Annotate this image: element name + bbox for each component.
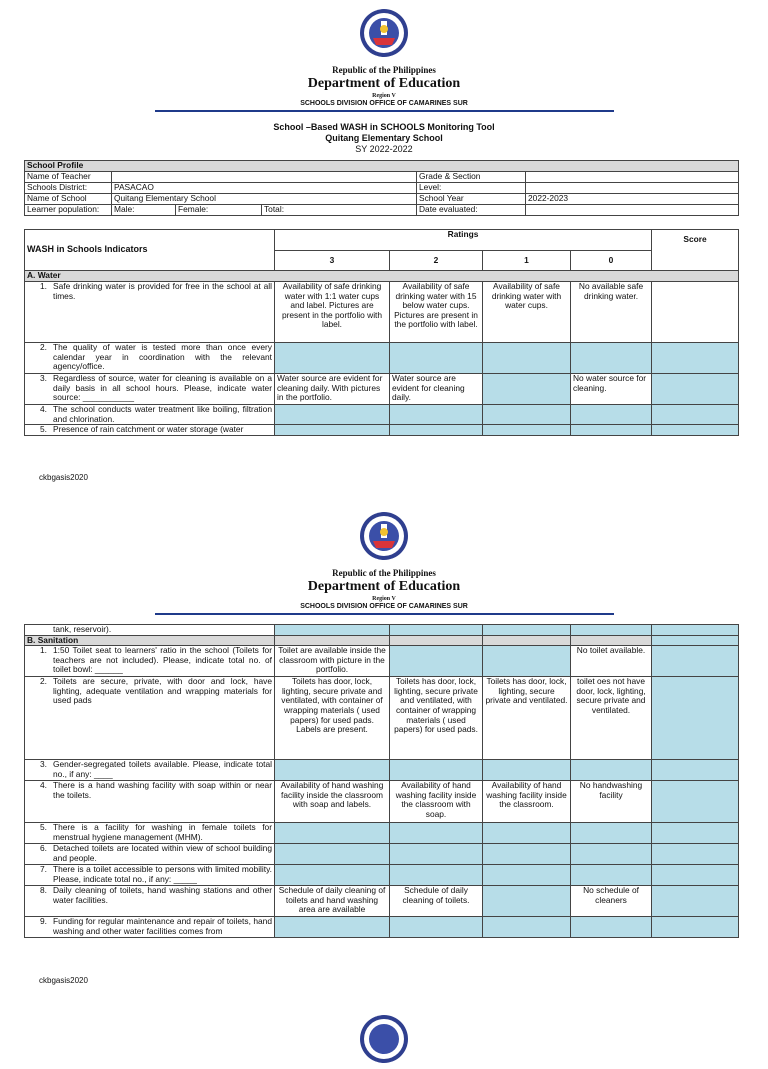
table-row (25, 343, 739, 374)
rating-1-criteria[interactable]: Toilets has door, lock, lighting, secure private and ventilated. (483, 677, 571, 760)
rating-1-criteria[interactable]: Availability of hand washing facility inside the classroom. (483, 781, 571, 823)
date-value[interactable] (526, 205, 739, 216)
rating-0-criteria[interactable]: No toilet available. (571, 646, 652, 677)
score-cell[interactable] (652, 625, 739, 636)
rating-1-cell[interactable] (483, 343, 571, 374)
indicator-number: 6. (40, 843, 47, 854)
rating-3-criteria[interactable]: Schedule of daily cleaning of toilets and hand washing area are available (275, 886, 390, 917)
indicator-cell (25, 760, 275, 781)
region-text: Region V (372, 93, 396, 99)
year-label: School Year (417, 194, 526, 205)
rating-0-criteria[interactable]: No handwashing facility (571, 781, 652, 823)
region-text: Region V (372, 596, 396, 602)
rating-1-cell[interactable] (483, 425, 571, 436)
score-cell[interactable] (652, 823, 739, 844)
rating-3-header: 3 (275, 251, 390, 271)
table-row (25, 823, 739, 844)
indicator-text: Regardless of source, water for cleaning is available on a daily basis in all school hours. Please, indicate water source: ___________ (53, 373, 272, 403)
header-rule (155, 613, 614, 615)
indicator-cell (25, 374, 275, 405)
female-cell[interactable] (176, 205, 262, 216)
date-label: Date evaluated: (417, 205, 526, 216)
indicator-cell (25, 886, 275, 917)
rating-3-criteria[interactable]: Availability of safe drinking water with 1:1 water cups and label. Pictures are present in the portfolio with label. (275, 282, 390, 343)
rating-3-cell[interactable] (275, 844, 390, 865)
rating-2-cell[interactable] (390, 646, 483, 677)
rating-0-cell[interactable] (571, 760, 652, 781)
rating-0-header: 0 (571, 251, 652, 271)
table-row (25, 625, 739, 636)
indicator-cell (25, 865, 275, 886)
indicator-text: The school conducts water treatment like boiling, filtration and chlorination. (53, 404, 272, 424)
indicator-text: 1:50 Toilet seat to learners' ratio in the school (Toilets for teachers are not included). Please, indicate total no. of toilet bowl: ______ (53, 645, 272, 675)
rating-2-cell[interactable] (390, 425, 483, 436)
teacher-value[interactable] (112, 172, 417, 183)
rating-1-cell[interactable] (483, 886, 571, 917)
indicator-cell (25, 677, 275, 760)
table-row (25, 917, 739, 938)
indicator-text: The quality of water is tested more than once every calendar year in coordination with the relevant agency/office. (53, 342, 272, 372)
rating-3-criteria[interactable]: Toilet are available inside the classroom with picture in the portfolio. (275, 646, 390, 677)
score-cell[interactable] (652, 425, 739, 436)
rating-0-criteria[interactable]: toilet oes not have door, lock, lighting, secure private and ventilated. (571, 677, 652, 760)
school-value[interactable]: Quitang Elementary School (112, 194, 417, 205)
score-cell[interactable] (652, 677, 739, 760)
table-row (25, 760, 739, 781)
section-sanitation: B. Sanitation (25, 635, 275, 646)
rating-3-cell[interactable] (275, 343, 390, 374)
rating-2-cell[interactable] (390, 917, 483, 938)
rating-2-cell[interactable] (390, 865, 483, 886)
school-label: Name of School (25, 194, 112, 205)
table-row (25, 425, 739, 436)
republic-text: Republic of the Philippines (332, 568, 436, 578)
rating-1-header: 1 (483, 251, 571, 271)
rating-2-cell[interactable] (390, 625, 483, 636)
department-title: Department of Education (307, 579, 461, 594)
indicator-number: 2. (40, 676, 47, 687)
indicator-cell (25, 917, 275, 938)
deped-seal-logo (359, 1014, 409, 1064)
rating-2-cell[interactable] (390, 405, 483, 425)
tool-sy: SY 2022-2022 (355, 144, 413, 154)
population-label: Learner population: (25, 205, 112, 216)
tool-school: Quitang Elementary School (325, 133, 443, 143)
rating-0-cell[interactable] (571, 625, 652, 636)
indicator-text: There is a toilet accessible to persons with limited mobility. Please, indicate total no., if any: _____ (53, 864, 272, 884)
section-water: A. Water (25, 271, 739, 282)
score-cell[interactable] (652, 865, 739, 886)
indicator-number: 3. (40, 373, 47, 383)
indicator-number: 3. (40, 759, 47, 770)
indicator-text: Funding for regular maintenance and repair of toilets, hand washing and other water facilities comes from (53, 916, 272, 936)
indicator-continued: tank, reservoir). (53, 624, 112, 634)
division-text: SCHOOLS DIVISION OFFICE OF CAMARINES SUR (300, 603, 468, 610)
table-row (25, 374, 739, 405)
male-cell[interactable] (112, 205, 176, 216)
grade-label: Grade & Section (417, 172, 526, 183)
rating-2-criteria[interactable]: Toilets has door, lock, lighting, secure private and ventilated, with container of wrapping materials ( used papers) for used pads. (390, 677, 483, 760)
rating-1-cell[interactable] (483, 823, 571, 844)
rating-1-cell[interactable] (483, 865, 571, 886)
indicator-text: Presence of rain catchment or water storage (water (53, 425, 244, 435)
department-title: Department of Education (307, 76, 461, 91)
score-cell[interactable] (652, 405, 739, 425)
indicator-cell (25, 844, 275, 865)
teacher-label: Name of Teacher (25, 172, 112, 183)
wash-sanitation-table (24, 624, 739, 938)
indicator-number: 2. (40, 342, 47, 352)
score-header: Score (652, 230, 739, 271)
indicator-number: 4. (40, 780, 47, 791)
rating-3-cell[interactable] (275, 760, 390, 781)
male-label: Male: (114, 204, 135, 214)
rating-1-cell[interactable] (483, 405, 571, 425)
rating-2-cell[interactable] (390, 844, 483, 865)
score-cell[interactable] (652, 343, 739, 374)
rating-3-cell[interactable] (275, 425, 390, 436)
indicators-header: WASH in Schools Indicators (25, 230, 275, 271)
indicator-cell (25, 823, 275, 844)
footer-credit: ckbgasis2020 (39, 473, 88, 482)
rating-2-criteria[interactable]: Availability of hand washing facility inside the classroom with soap. (390, 781, 483, 823)
indicator-number: 5. (40, 424, 47, 435)
indicator-cell (25, 282, 275, 343)
indicator-number: 1. (40, 281, 47, 291)
deped-seal-logo (359, 8, 409, 58)
indicator-text: Detached toilets are located within view of school building and people. (53, 843, 272, 863)
indicator-number: 4. (40, 404, 47, 414)
footer-credit: ckbgasis2020 (39, 976, 88, 985)
rating-0-criteria[interactable]: No available safe drinking water. (571, 282, 652, 343)
table-row (25, 865, 739, 886)
level-label: Level: (417, 183, 526, 194)
indicator-cell (25, 646, 275, 677)
rating-3-cell[interactable] (275, 625, 390, 636)
table-row (25, 886, 739, 917)
rating-2-cell[interactable] (390, 343, 483, 374)
rating-3-cell[interactable] (275, 823, 390, 844)
score-cell[interactable] (652, 760, 739, 781)
rating-3-criteria[interactable]: Availability of hand washing facility inside the classroom with soap and labels. (275, 781, 390, 823)
indicator-number: 9. (40, 916, 47, 927)
indicator-text: Toilets are secure, private, with door and lock, have lighting, adequate ventilation and wrapping materials for used pads (53, 676, 272, 706)
indicator-cell (25, 405, 275, 425)
rating-1-cell[interactable] (483, 625, 571, 636)
district-value[interactable]: PASACAO (112, 183, 417, 194)
indicator-number: 5. (40, 822, 47, 833)
indicator-number: 1. (40, 645, 47, 656)
rating-3-criteria[interactable]: Toilets has door, lock, lighting, secure private and ventilated, with container of wrapping materials ( used papers) for used pads. Labels are present. (275, 677, 390, 760)
deped-seal-logo (359, 511, 409, 561)
score-cell[interactable] (652, 374, 739, 405)
indicator-text: There is a hand washing facility with soap within or near the toilets. (53, 780, 272, 800)
rating-1-cell[interactable] (483, 646, 571, 677)
score-cell[interactable] (652, 844, 739, 865)
tool-title: School –Based WASH in SCHOOLS Monitoring Tool (273, 122, 495, 132)
district-label: Schools District: (25, 183, 112, 194)
rating-3-criteria[interactable]: Water source are evident for cleaning daily. With pictures in the portfolio. (275, 374, 390, 405)
rating-0-cell[interactable] (571, 917, 652, 938)
rating-2-criteria[interactable]: Water source are evident for cleaning daily. (390, 374, 483, 405)
rating-1-cell[interactable] (483, 760, 571, 781)
table-row (25, 677, 739, 760)
rating-0-criteria[interactable]: No water source for cleaning. (571, 374, 652, 405)
table-row (25, 781, 739, 823)
indicator-number: 7. (40, 864, 47, 875)
rating-1-cell[interactable] (483, 374, 571, 405)
division-text: SCHOOLS DIVISION OFFICE OF CAMARINES SUR (300, 100, 468, 107)
score-cell[interactable] (652, 282, 739, 343)
header-rule (155, 110, 614, 112)
indicator-text: Gender-segregated toilets available. Please, indicate total no., if any: ____ (53, 759, 272, 779)
rating-1-criteria[interactable]: Availability of safe drinking water with water cups. (483, 282, 571, 343)
female-label: Female: (178, 204, 209, 214)
indicator-cell (25, 425, 275, 436)
indicator-text: Daily cleaning of toilets, hand washing stations and other water facilities. (53, 885, 272, 905)
rating-3-cell[interactable] (275, 865, 390, 886)
rating-0-cell[interactable] (571, 823, 652, 844)
rating-2-header: 2 (390, 251, 483, 271)
rating-0-criteria[interactable]: No schedule of cleaners (571, 886, 652, 917)
wash-water-table (24, 229, 739, 436)
profile-heading: School Profile (25, 161, 739, 172)
indicator-cell (25, 625, 275, 636)
table-row (25, 844, 739, 865)
grade-value[interactable] (526, 172, 739, 183)
rating-2-cell[interactable] (390, 760, 483, 781)
indicator-cell (25, 781, 275, 823)
rating-0-cell[interactable] (571, 844, 652, 865)
rating-3-cell[interactable] (275, 917, 390, 938)
score-cell[interactable] (652, 886, 739, 917)
ratings-header: Ratings (275, 230, 652, 251)
rating-1-cell[interactable] (483, 917, 571, 938)
level-value[interactable] (526, 183, 739, 194)
table-row (25, 405, 739, 425)
rating-0-cell[interactable] (571, 405, 652, 425)
score-cell[interactable] (652, 646, 739, 677)
total-cell[interactable] (262, 205, 417, 216)
rating-2-cell[interactable] (390, 823, 483, 844)
year-value[interactable]: 2022-2023 (526, 194, 739, 205)
indicator-text: Safe drinking water is provided for free in the school at all times. (53, 281, 272, 301)
score-cell[interactable] (652, 781, 739, 823)
rating-0-cell[interactable] (571, 865, 652, 886)
school-profile-table (24, 160, 739, 216)
rating-0-cell[interactable] (571, 343, 652, 374)
indicator-text: There is a facility for washing in female toilets for menstrual hygiene management (MHM). (53, 822, 272, 842)
score-cell[interactable] (652, 917, 739, 938)
table-row (25, 282, 739, 343)
rating-3-cell[interactable] (275, 405, 390, 425)
table-row (25, 646, 739, 677)
indicator-cell (25, 343, 275, 374)
rating-2-criteria[interactable]: Availability of safe drinking water with 15 below water cups. Pictures are present in the portfolio with label. (390, 282, 483, 343)
rating-2-criteria[interactable]: Schedule of daily cleaning of toilets. (390, 886, 483, 917)
republic-text: Republic of the Philippines (332, 65, 436, 75)
rating-0-cell[interactable] (571, 425, 652, 436)
indicator-number: 8. (40, 885, 47, 896)
total-label: Total: (264, 204, 285, 214)
rating-1-cell[interactable] (483, 844, 571, 865)
